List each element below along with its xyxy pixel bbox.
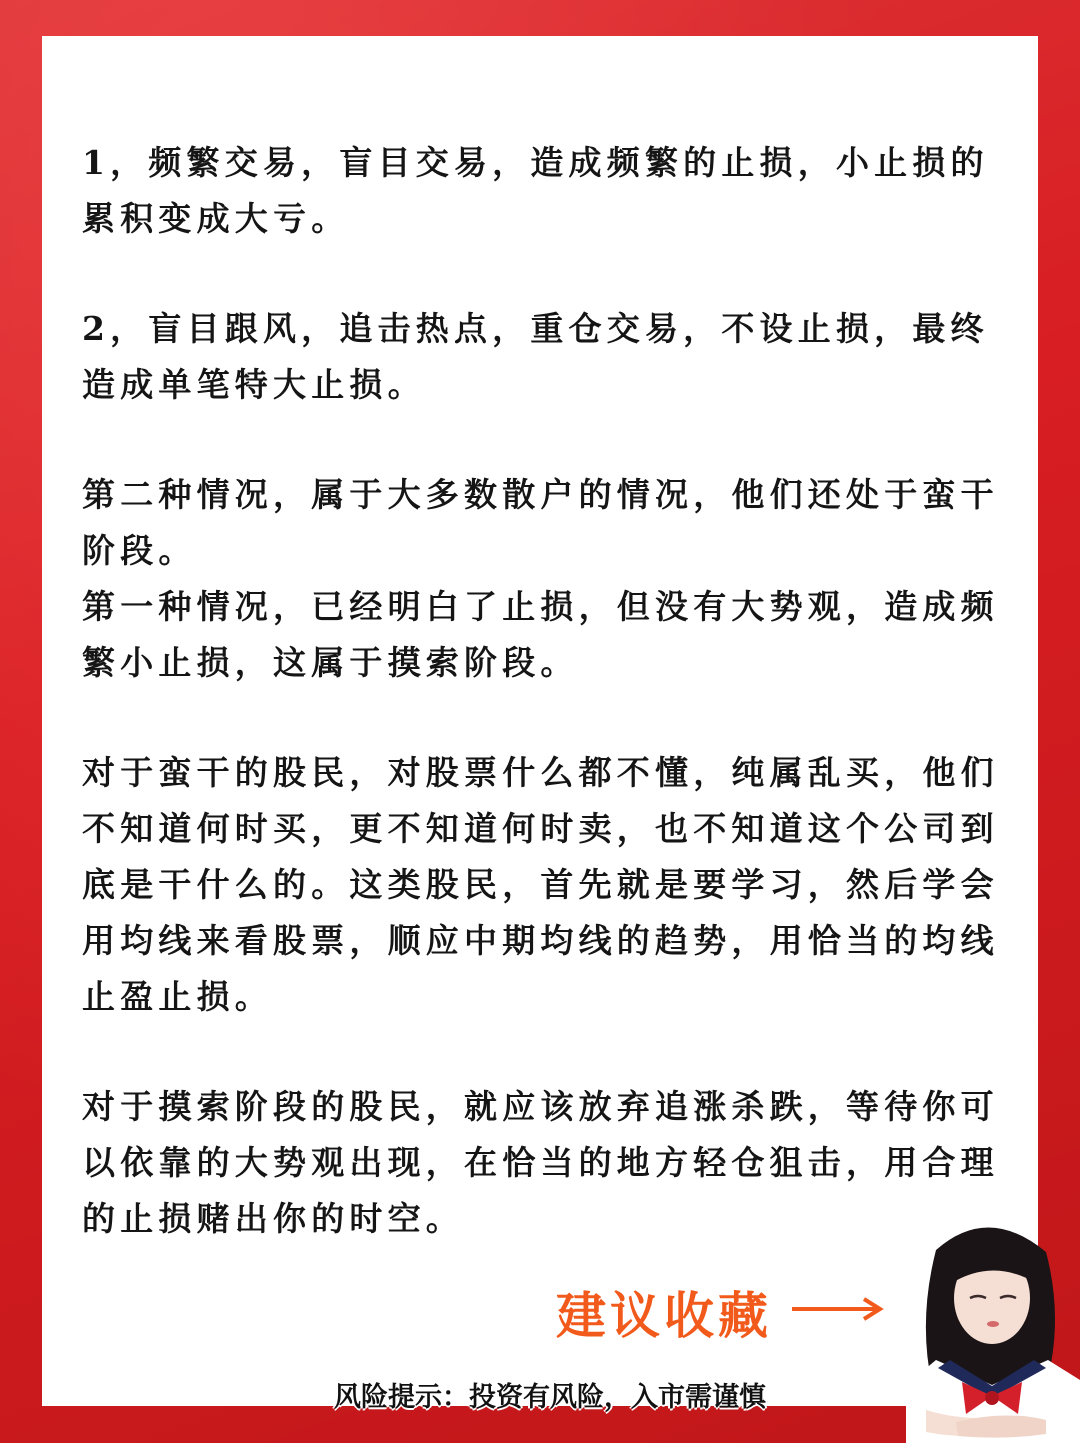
paragraph-4: 第一种情况，已经明白了止损，但没有大势观，造成频繁小止损，这属于摸索阶段。: [82, 587, 999, 682]
right-arrow-icon: [790, 1296, 886, 1322]
paragraph-6: 对于摸索阶段的股民，就应该放弃追涨杀跌，等待你可以依靠的大势观出现，在恰当的地方轻仓狙击，用合理的止损赌出你的时空。: [82, 1087, 999, 1238]
paragraph-2: 2，盲目跟风，追击热点，重仓交易，不设止损，最终造成单笔特大止损。: [82, 309, 989, 404]
student-girl-illustration: [896, 1210, 1080, 1443]
paragraph-5: 对于蛮干的股民，对股票什么都不懂，纯属乱买，他们不知道何时买，更不知道何时卖，也不知道这个公司到底是干什么的。这类股民，首先就是要学习，然后学会用均线来看股票，顺应中期均线的趋势，用恰当的均线止盈止损。: [82, 753, 999, 1016]
risk-notice: 风险提示：投资有风险，入市需谨慎: [334, 1382, 766, 1413]
paragraph-3: 第二种情况，属于大多数散户的情况，他们还处于蛮干阶段。: [82, 475, 999, 570]
save-suggestion-label: 建议收藏: [556, 1287, 772, 1345]
paragraph-1: 1，频繁交易，盲目交易，造成频繁的止损，小止损的累积变成大亏。: [82, 143, 989, 238]
article-body: [82, 135, 1002, 1247]
